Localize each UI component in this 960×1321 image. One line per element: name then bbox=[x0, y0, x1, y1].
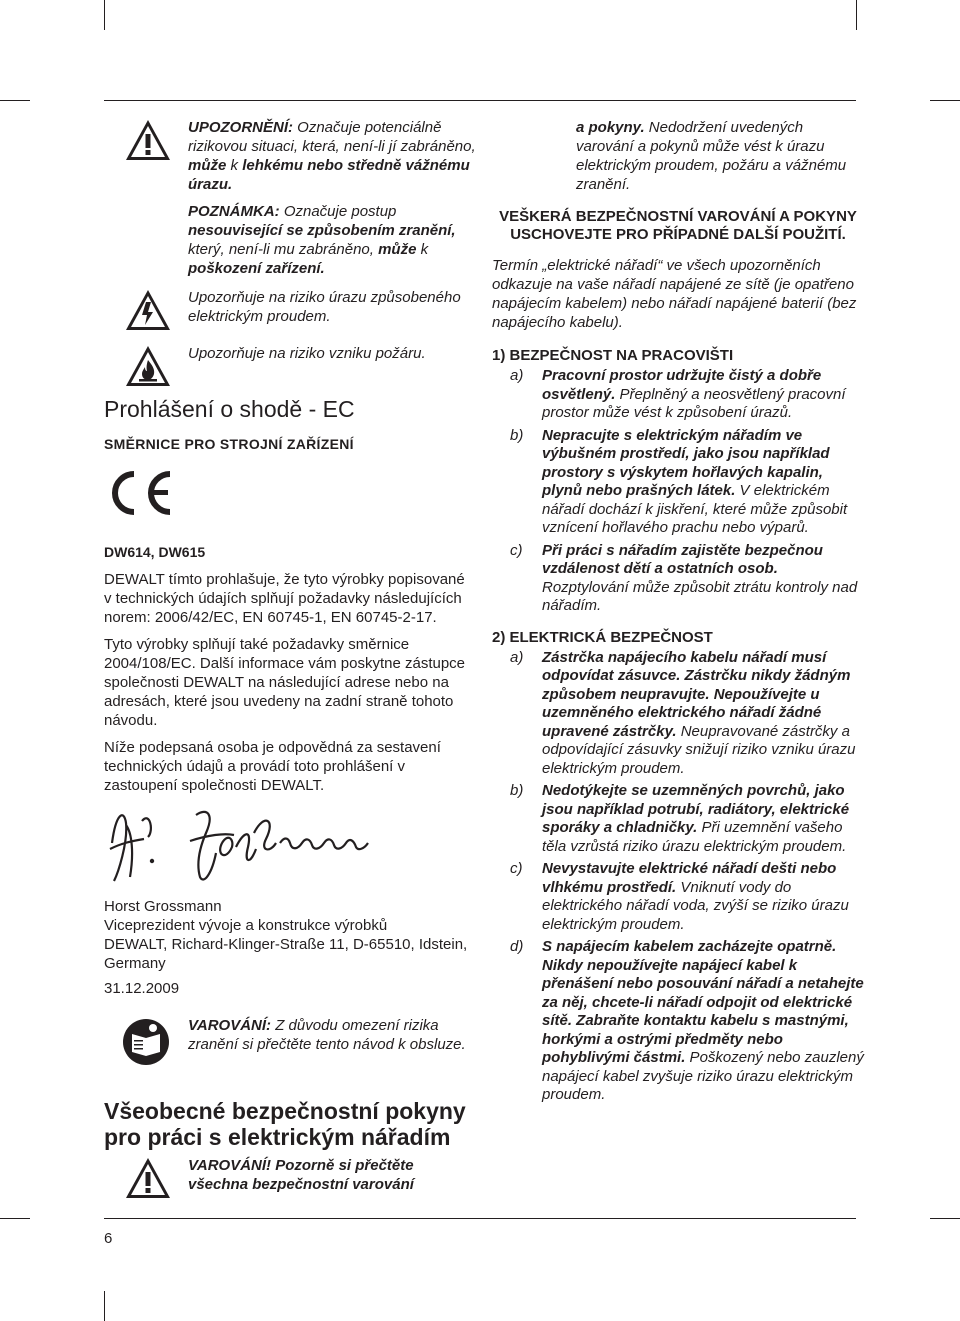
ce-mark-icon bbox=[104, 470, 174, 516]
right-column bbox=[492, 118, 864, 1109]
directive-heading: SMĚRNICE PRO STROJNÍ ZAŘÍZENÍ bbox=[104, 436, 354, 452]
list-item bbox=[492, 542, 864, 616]
crop-mark bbox=[104, 1291, 105, 1321]
electric-shock-icon bbox=[124, 288, 172, 332]
continuation-text: a pokyny. Nedodržení uvedených varování a pokynů může vést k úrazu elektrickým proudem, požáru a vážnému zranění. bbox=[576, 119, 847, 193]
signer-address: DEWALT, Richard-Klinger-Straße 11, D-65510, Idstein, Germany bbox=[104, 936, 468, 972]
electrical-safety-list bbox=[492, 649, 864, 1105]
crop-mark bbox=[856, 0, 857, 30]
crop-mark bbox=[0, 1218, 30, 1219]
list-item-bold-text: Pracovní prostor udržujte čistý a dobře osvětlený. bbox=[542, 367, 822, 403]
fire-hazard-icon bbox=[124, 344, 172, 388]
term-paragraph: Termín „elektrické nářadí“ ve všech upozorněních odkazuje na vaše nářadí napájené ze sítě (je opatřeno napájecím kabelem) nebo nářadí napájené baterií (bez napájecího kabelu). bbox=[492, 257, 857, 331]
declaration-paragraph-3: Níže podepsaná osoba je odpovědná za sestavení technických údajů a provádí toto prohlášení v zastoupení společnosti DEWALT. bbox=[104, 739, 441, 794]
list-item-label: c) bbox=[510, 541, 523, 559]
section-electrical-title: 2) ELEKTRICKÁ BEZPEČNOST bbox=[492, 628, 713, 646]
warning-triangle-icon bbox=[124, 118, 172, 162]
ce-mark bbox=[104, 470, 476, 518]
list-item-bold-text: Nedotýkejte se uzemněných povrchů, jako jsou například potrubí, radiátory, elektrické sporáky a chladničky. bbox=[542, 782, 850, 836]
crop-mark bbox=[104, 0, 105, 30]
note-text: POZNÁMKA: Označuje postup nesouvisející se způsobením zranění, který, není-li mu zabráněno, může k poškození zařízení. bbox=[188, 203, 456, 277]
list-item-label: b) bbox=[510, 426, 524, 444]
declaration-paragraph-2: Tyto výrobky splňují také požadavky směrnice 2004/108/EC. Další informace vám poskytne zástupce společnosti DEWALT na následující adrese nebo na adresách, které jsou uvedeny na zadní straně tohoto návodu. bbox=[104, 636, 466, 729]
signer-title: Viceprezident vývoje a konstrukce výrobků bbox=[104, 917, 388, 934]
list-item-text: V elektrickém nářadí dochází k jiskření, které může způsobit vznícení hořlavého prachu nebo výparů. bbox=[542, 482, 848, 536]
declaration-title: Prohlášení o shodě - EC bbox=[104, 396, 355, 422]
list-item-text: Při uzemnění vašeho těla vzrůstá riziko úrazu elektrickým proudem. bbox=[542, 819, 847, 855]
models: DW614, DW615 bbox=[104, 544, 206, 560]
page-number: 6 bbox=[104, 1230, 113, 1247]
list-item-label: c) bbox=[510, 860, 523, 877]
signature bbox=[104, 803, 374, 893]
signature-date: 31.12.2009 bbox=[104, 980, 180, 997]
keep-instructions-notice: VEŠKERÁ BEZPEČNOSTNÍ VAROVÁNÍ A POKYNY USCHOVEJTE PRO PŘÍPADNÉ DALŠÍ POUŽITÍ. bbox=[499, 208, 857, 243]
read-manual-icon bbox=[122, 1018, 170, 1066]
list-item-bold-text: S napájecím kabelem zacházejte opatrně. Nikdy nepoužívejte napájecí kabel k přenášení nebo posouvání nářadí a netahejte za něj, chcete-li nářadí odpojit od elektrické sítě. Zabraňte kontaktu kabelu s mastnými, horkými a ostrými předměty nebo pohyblivými částmi. bbox=[542, 938, 864, 1066]
list-item bbox=[492, 782, 864, 856]
list-item bbox=[492, 427, 864, 538]
list-item bbox=[492, 367, 864, 423]
list-item-text: Vniknutí vody do elektrického nářadí voda, zvýší se riziko úrazu elektrickým proudem. bbox=[542, 878, 849, 933]
list-item-text: Rozptylování může způsobit ztrátu kontroly nad nářadím. bbox=[542, 578, 858, 614]
list-item-bold-text: Nevystavujte elektrické nářadí dešti nebo vlhkému prostředí. bbox=[542, 860, 837, 896]
section-work-area-title: 1) BEZPEČNOST NA PRACOVIŠTI bbox=[492, 347, 734, 364]
warning-triangle-icon bbox=[124, 1156, 172, 1200]
electric-warning-block bbox=[104, 288, 476, 336]
general-safety-title: Všeobecné bezpečnostní pokyny pro práci s elektrickým nářadím bbox=[104, 1098, 466, 1150]
read-manual-text: VAROVÁNÍ: Z důvodu omezení rizika zranění si přečtěte tento návod k obsluze. bbox=[188, 1017, 466, 1053]
list-item-label: a) bbox=[510, 367, 524, 384]
caution-block bbox=[104, 118, 476, 194]
list-item-bold-text: Nepracujte s elektrickým nářadím ve výbušném prostředí, jako jsou například prostory s výskytem hořlavých kapalin, plynů nebo prašných látek. bbox=[542, 426, 830, 499]
crop-mark bbox=[930, 100, 960, 101]
list-item-bold-text: Zástrčka napájecího kabelu nářadí musí odpovídat zásuvce. Zástrčku nikdy žádným způsobem neupravujte. Nepoužívejte u uzemněného elektrického nářadí žádné upravené zástrčky. bbox=[542, 648, 851, 740]
general-warning-text: VAROVÁNÍ! Pozorně si přečtěte všechna bezpečnostní varování bbox=[188, 1157, 414, 1193]
list-item-text: Poškozený nebo zauzlený napájecí kabel zvyšuje riziko úrazu elektrickým proudem. bbox=[542, 1049, 864, 1103]
electric-warning-text: Upozorňuje na riziko úrazu způsobeného elektrickým proudem. bbox=[188, 289, 461, 325]
declaration-paragraph-1: DEWALT tímto prohlašuje, že tyto výrobky popisované v technických údajích splňují požadavky následujících norem: 2006/42/EC, EN 60745-1, EN 60745-2-17. bbox=[104, 571, 465, 626]
list-item-label: d) bbox=[510, 938, 524, 955]
signer-name: Horst Grossmann bbox=[104, 898, 222, 915]
read-manual-block bbox=[104, 1016, 476, 1076]
list-item bbox=[492, 938, 864, 1105]
work-area-list bbox=[492, 367, 864, 616]
fire-warning-text: Upozorňuje na riziko vzniku požáru. bbox=[188, 345, 426, 362]
list-item-bold-text: Při práci s nářadím zajistěte bezpečnou vzdálenost dětí a ostatních osob. bbox=[542, 541, 823, 577]
general-warning-block bbox=[104, 1156, 476, 1202]
list-item-label: a) bbox=[510, 648, 524, 666]
left-column bbox=[104, 118, 476, 1202]
list-item bbox=[492, 649, 864, 779]
caution-text: UPOZORNĚNÍ: Označuje potenciálně rizikovou situaci, která, není-li jí zabráněno, může k lehkému nebo středně vážnému úrazu. bbox=[188, 119, 476, 193]
list-item bbox=[492, 860, 864, 934]
bottom-rule bbox=[104, 1218, 856, 1219]
fire-warning-block bbox=[104, 344, 476, 390]
list-item-text: Přeplněný a neosvětlený pracovní prostor může vést k způsobení úrazů. bbox=[542, 385, 846, 421]
crop-mark bbox=[0, 100, 30, 101]
list-item-text: Neupravované zástrčky a odpovídající zásuvky snižují riziko vzniku úrazu elektrickým proudem. bbox=[542, 722, 856, 777]
crop-mark bbox=[930, 1218, 960, 1219]
top-rule bbox=[104, 100, 856, 101]
list-item-label: b) bbox=[510, 782, 524, 799]
